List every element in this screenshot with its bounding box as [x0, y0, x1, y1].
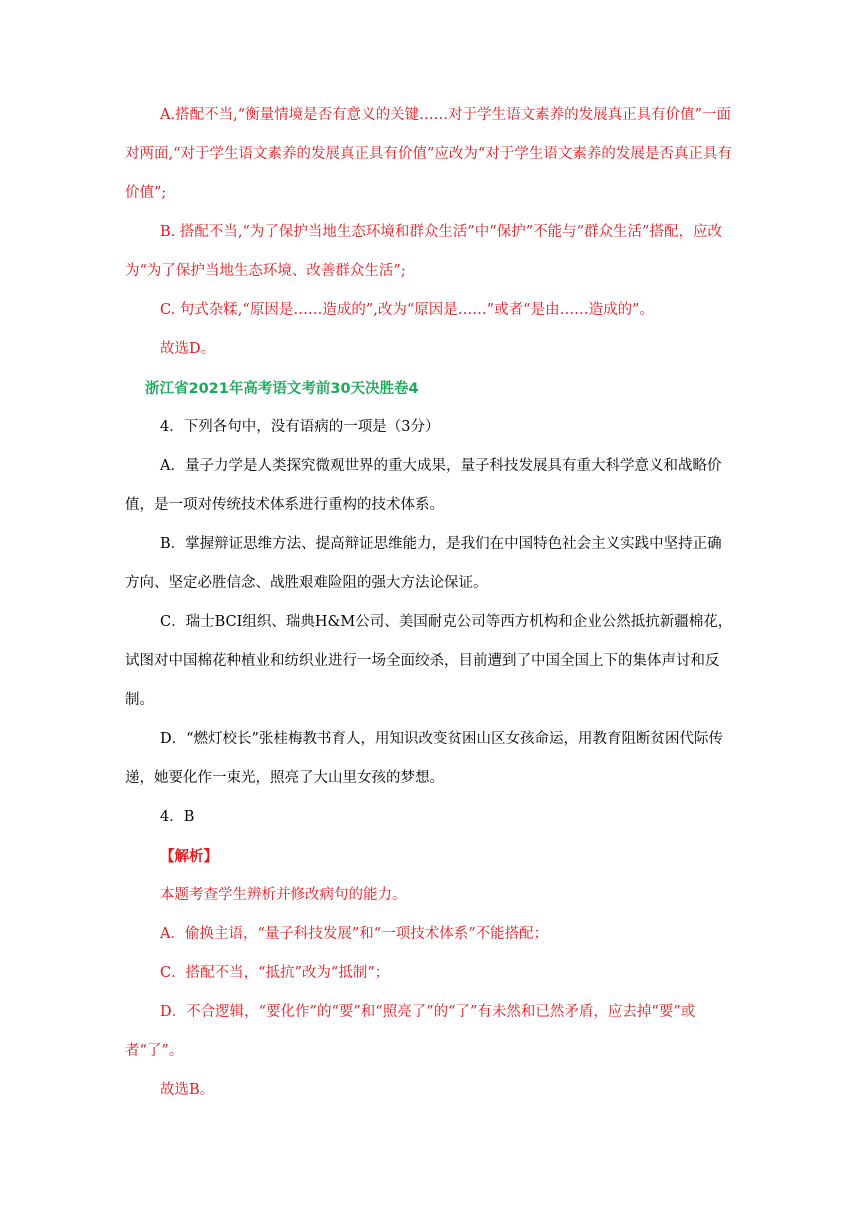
question-stem: 4．下列各句中，没有语病的一项是（3分）	[160, 419, 440, 435]
option-d: D．“燃灯校长”张桂梅教书育人，用知识改变贫困山区女孩命运，用教育阻断贫困代际传递，她要化作一束光，照亮了大山里女孩的梦想。	[125, 731, 723, 786]
analysis-heading: 【解析】	[160, 848, 218, 865]
answer-number: 4．B	[160, 809, 195, 825]
analysis-intro: 本题考查学生辨析并修改病句的能力。	[160, 887, 407, 903]
analysis-conclusion: 故选B。	[160, 1082, 215, 1098]
prev-explanation-c: C. 句式杂糅,“原因是……造成的”,改为“原因是……”或者“是由……造成的”。	[160, 302, 654, 318]
prev-explanation-b: B. 搭配不当,“为了保护当地生态环境和群众生活”中“保护”不能与“群众生活”搭配，应改为“为了保护当地生态环境、改善群众生活”;	[125, 224, 722, 279]
source-label: 浙江省2021年高考语文考前30天决胜卷4	[145, 381, 419, 397]
option-b: B．掌握辩证思维方法、提高辩证思维能力，是我们在中国特色社会主义实践中坚持正确方向、坚定必胜信念、战胜艰难险阻的强大方法论保证。	[125, 536, 722, 591]
analysis-option-c: C．搭配不当，“抵抗”改为“抵制”；	[160, 965, 390, 981]
analysis-option-a: A．偷换主语，“量子科技发展”和“一项技术体系”不能搭配；	[160, 926, 549, 942]
option-c: C．瑞士BCI组织、瑞典H&M公司、美国耐克公司等西方机构和企业公然抵抗新疆棉花，试图对中国棉花种植业和纺织业进行一场全面绞杀，目前遭到了中国全国上下的集体声讨和反制。	[125, 614, 733, 708]
prev-explanation-a: A.搭配不当,“衡量情境是否有意义的关键……对于学生语文素养的发展真正具有价值”一面对两面,“对于学生语文素养的发展真正具有价值”应改为“对于学生语文素养的发展是否真正具有价值”;	[125, 107, 732, 201]
analysis-option-d: D．不合逻辑，“要化作”的“要”和“照亮了”的“了”有未然和已然矛盾，应去掉“要”或者“了”。	[125, 1004, 696, 1059]
prev-conclusion: 故选D。	[160, 341, 216, 357]
option-a: A．量子力学是人类探究微观世界的重大成果，量子科技发展具有重大科学意义和战略价值，是一项对传统技术体系进行重构的技术体系。	[125, 458, 722, 513]
